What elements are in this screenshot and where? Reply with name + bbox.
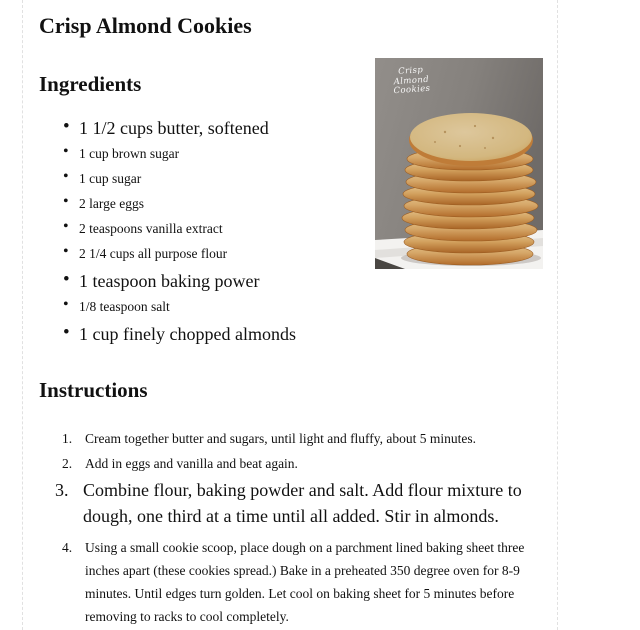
ingredient-item: • 1/8 teaspoon salt xyxy=(39,298,557,315)
photo-caption xyxy=(392,66,431,97)
page-title: Crisp Almond Cookies xyxy=(39,13,252,38)
ingredient-item: • 2 1/4 cups all purpose flour xyxy=(39,245,557,262)
ingredient-item: • 1 cup brown sugar xyxy=(39,145,557,162)
recipe-photo xyxy=(375,58,543,269)
ingredient-item: • 2 teaspoons vanilla extract xyxy=(39,220,557,237)
ingredient-item: • 1 1/2 cups butter, softened xyxy=(39,117,557,139)
ingredient-item: • 2 large eggs xyxy=(39,195,557,212)
ingredient-item: • 1 cup sugar xyxy=(39,170,557,187)
ingredient-item: • 1 teaspoon baking power xyxy=(39,270,557,292)
instructions-heading: Instructions xyxy=(39,378,148,402)
instruction-step: Cream together butter and sugars, until light and fluffy, about 5 minutes. xyxy=(85,431,477,446)
instruction-step: Using a small cookie scoop, place dough on a parchment lined baking sheet three inches apart (these cookies spread.) Bake in a preheated 350 degree oven for 8-9 minutes. Until edges turn golden. Let cool on baking sheet for 5 minutes before removing to racks to cool completely. xyxy=(85,540,525,624)
ingredients-heading: Ingredients xyxy=(39,72,142,96)
photo-caption-line: Almond xyxy=(393,74,430,87)
instruction-step: Combine flour, baking powder and salt. Add flour mixture to dough, one third at a time until all added. Stir in almonds. xyxy=(83,480,522,526)
instruction-step: Add in eggs and vanilla and beat again. xyxy=(85,456,298,471)
photo-caption-line: Cookies xyxy=(393,83,431,97)
ingredient-item: • 1 cup finely chopped almonds xyxy=(39,323,557,345)
instructions-list xyxy=(39,427,557,628)
photo-caption-line: Crisp xyxy=(397,65,424,77)
